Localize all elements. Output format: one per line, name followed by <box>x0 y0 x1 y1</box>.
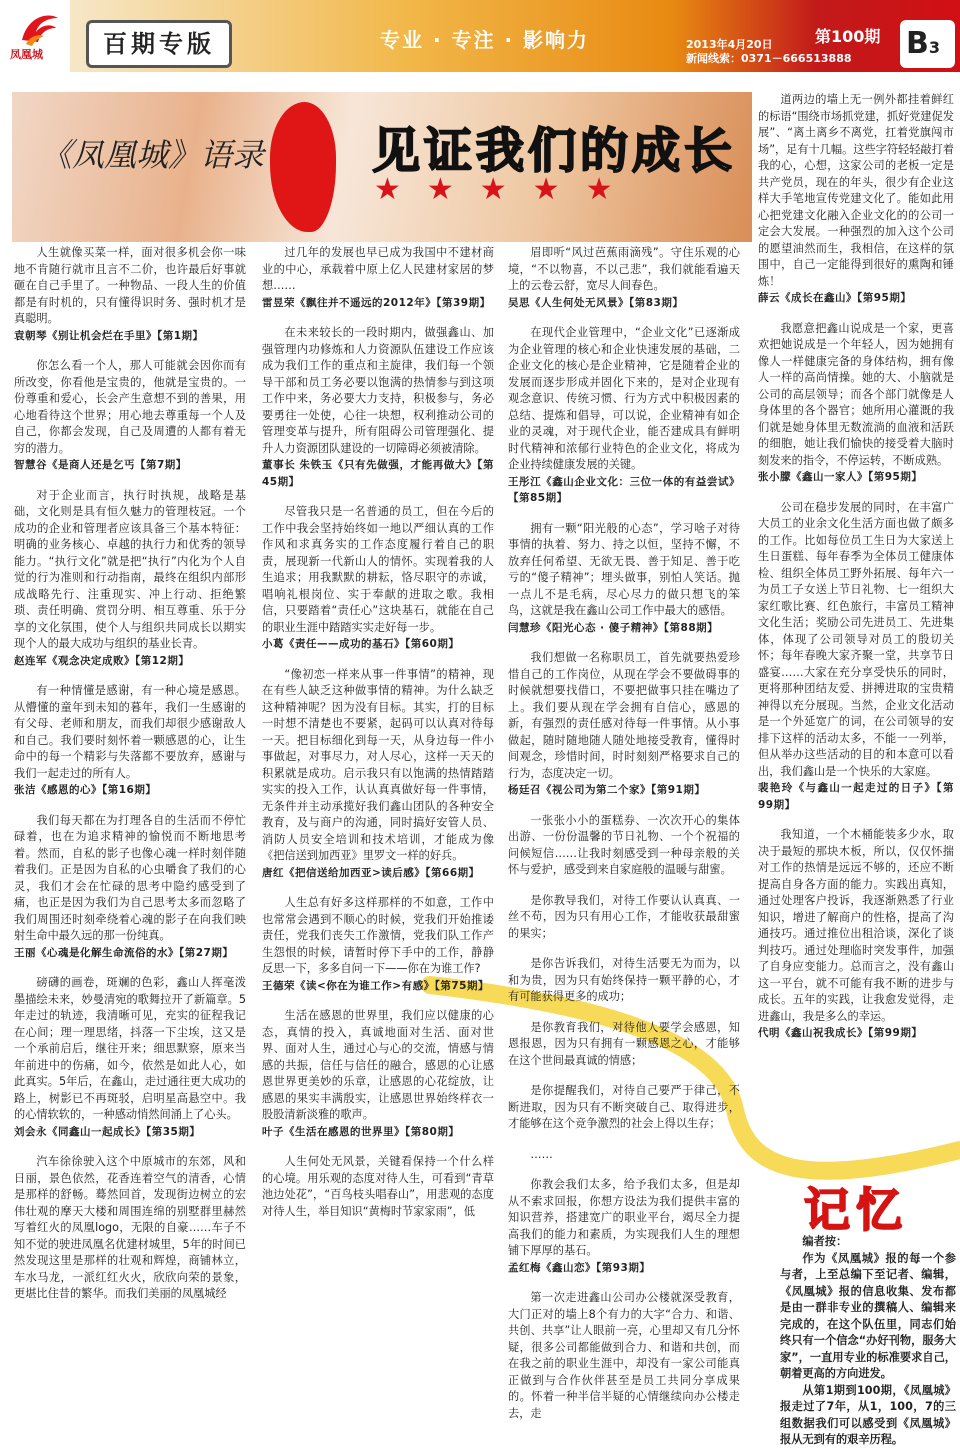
article-source: 代明《鑫山祝我成长》【第99期】 <box>758 1027 923 1039</box>
article-paragraph: 有一种情懂是感谢，有一种心境是感恩。从懵懂的童年到未知的暮年，我们一生感谢的有父母、老师和朋友，而我们却很少感谢敌人和自己。我们要时刻怀着一颗感恩的心，让生命中的每一个精彩与失落都不要放弃，感谢与我们一起走过的所有人。 <box>14 684 246 780</box>
paragraph-gap <box>508 1006 740 1020</box>
red-blob-decoration <box>270 102 336 232</box>
memory-title: 记忆 <box>804 1183 908 1237</box>
paragraph-gap <box>262 1220 494 1234</box>
article-source: 雷昱荣《飘往并不遥远的2012年》【第39期】 <box>262 296 491 309</box>
article-source: 孟红梅《鑫山恋》【第93期】 <box>508 1261 651 1274</box>
editor-note <box>780 1234 956 1449</box>
editor-note-label: 编者按： <box>802 1235 848 1248</box>
column-2 <box>262 245 494 1234</box>
article-paragraph: 人生总有好多这样那样的不如意，工作中也常常会遇到不顺心的时候，党我们开始推诿责任，党我们丧失工作激情，党我们队工作产生怨恨的时候，请暂时停下手中的工作，静静反思一下，多多自问一下——你在为谁工作? <box>262 896 494 975</box>
page-number <box>900 20 955 68</box>
article-source: 闫慧珍《阳光心态 · 傻子精神》【第88期】 <box>508 621 719 634</box>
slogan: 专业 · 专注 · 影响力 <box>380 28 590 52</box>
paragraph-gap <box>508 1422 740 1436</box>
article-paragraph: 拥有一颗“阳光般的心态”，学习啥子对待事情的执着、努力、持之以恒，坚持不懈，不放弃任何希望、无欲无畏、善于知足、善于吃亏的“傻子精神”；埋头做事，别怕人笑话。抛一点儿不是毛病，尽心尽力的做只想飞的笨鸟，这就是我在鑫山公司工作中最大的感悟。 <box>508 521 740 617</box>
article-source: 王德荣《读<你在为谁工作>有感》【第75期】 <box>262 979 489 992</box>
page-letter: B <box>906 26 929 61</box>
article-source: 王丽《心魂是化解生命流俗的水》【第27期】 <box>14 946 234 959</box>
article-paragraph: 道两边的墙上无一例外都挂着鲜红的标语“围绕市场抓党建，抓好党建促发展”、“离土离乡不离党，扛着党旗闯市场”，足有十几幅。这些字符轻轻敲打着我的心，心想，这家公司的老板一定是共产党员，现在的年头，很少有企业这样大手笔地宣传党建文化了。能如此用心把党建文化融入企业文化的的公司一定会大发展。一种强烈的加入这个公司的愿望油然而生，我相信，在这样的氛围中，自己一定能得到很好的熏陶和锤炼！ <box>758 93 954 288</box>
column-3 <box>508 245 740 1436</box>
column-4 <box>758 92 954 1056</box>
paragraph-gap <box>508 1163 740 1177</box>
paragraph-gap <box>14 1303 246 1317</box>
article-paragraph: 你怎么看一个人，那人可能就会因你而有所改变，你看他是宝贵的，他就是宝贵的。一份尊重和爱心，长会产生意想不到的善果，用心地看待这个世界；用心地去尊重每一个人及自己，你都会发现，自己及周遭的人都有着无穷的潜力。 <box>14 359 246 455</box>
article-paragraph: 对于企业而言，执行时执规，战略是基础，文化则是具有恒久魅力的管理枝冠。一个成功的企业和管理者应该具备三个基本特征：明确的业务核心、卓越的执行力和优秀的领导能力。“执行文化”就是把“执行”内化为个人自觉的行为准则和行动指南，最终在组织内部形成战略先行、注重现实、冲上行动、拒绝繁琐、责任明确、赏罚分明、相互尊重、乐于分享的文化氛围，使个人与组织共同成长以期实现个人的最大成功与组织的基业长青。 <box>14 488 246 650</box>
article-source: 董事长 朱铁玉《只有先做强，才能再做大》【第45期】 <box>262 459 494 488</box>
article-paragraph: 汽车徐徐驶入这个中原城市的东郊，风和日丽，景色依然，花香连着空气的清香，心情是那样的舒畅。蓦然回首，发现街边树立的宏伟壮观的摩天大楼和周围连绵的别墅群里赫然写着红火的凤凰logo，无限的自豪……车子不知不觉的驶进凤凰名优建材城里，5年的时间已然发现这里是那样的壮观和辉煌，商铺林立，车水马龙，一派红红火火，欣欣向荣的景象，更堪比住昔的繁华。而我们美丽的凤凰城经 <box>14 1155 246 1300</box>
paragraph-gap <box>508 879 740 893</box>
article-source: 薛云《成长在鑫山》【第95期】 <box>758 292 912 304</box>
banner-title: 《凤凰城》语录 <box>40 136 265 174</box>
article-paragraph: 眉即听“风过芭蕉雨滴残”。守住乐观的心境，“不以物喜，不以己悲”，我们就能看遍天上的云卷云舒，宽尽人间春色。 <box>508 246 740 292</box>
article-source: 赵连军《观念决定成败》【第12期】 <box>14 654 190 667</box>
article-paragraph: 是你教导我们，对待工作要认认真真、一丝不苟，因为只有用心工作，才能收获最甜蜜的果实； <box>508 893 740 940</box>
issue-number: 第100期 <box>815 27 881 46</box>
article-paragraph: 尽管我只是一名普通的员工，但在今后的工作中我会坚持始终如一地以严细认真的工作作风和求真务实的工作态度履行着自己的职责，展现新一代新山人的情怀。实现着我的人生追求；用我默默的耕耘，恪尽职守的赤诚，唱响礼根岗位、实于奉献的进取之歌。我相信，只要踏着“责任心”这块基石，就能在自己的职业生涯中踏踏实实走好每一步。 <box>262 505 494 634</box>
article-paragraph: 是你教育我们，对待他人要学会感恩，知恩报恩，因为只有拥有一颗感恩之心，才能够在这个世间最真诚的情感； <box>508 1020 740 1067</box>
article-paragraph: 人生就像买菜一样，面对很多机会你一味地不肯随行就市且言不二价，也许最后好事就砸在自己手里了。一种物品、一段人生的价值都是有时机的，只有懂得识时务、强时机才是真聪明。 <box>14 246 246 325</box>
article-paragraph: 一张张小小的蛋糕券、一次次开心的集体出游、一份份温馨的节日礼物、一个个祝福的问候短信……让我时刻感受到一种母亲般的关怀与爱护，感受到来自家庭般的温暖与甜蜜。 <box>508 813 740 876</box>
article-paragraph: 你教会我们太多，给予我们太多，但是却从不索求回报，你想方设法为我们提供丰富的知识营养，搭建宽广的职业平台，竭尽全力提高我们的能力和素质，为实现我们人生的理想铺下厚厚的基石。 <box>508 1178 740 1257</box>
section-banner <box>12 92 752 242</box>
article-paragraph: 公司在稳步发展的同时，在丰富广大员工的业余文化生活方面也做了颇多的工作。比如每位员工生日为大家送上生日蛋糕、每年春季为全体员工健康体检、组织全体员工野外拓展、每年六一为员工子女送上节日礼物、七一组织大家红歌比赛、红色旅行，丰富员工精神文化生活；奖励公司先进员工、先进集体，体现了公司领导对员工的殷切关怀；每年春晚大家齐聚一堂，共享节日盛宴……大家在充分享受快乐的同时，更将那种团结友爱、拼搏进取的宝贵精神得以充分展现。当然，企业文化活动是一个外延宽广的词，在公司领导的安排下这样的活动太多，不能一一列举，但从举办这些活动的目的和本意可以看出，我们鑫山是一个快乐的大家庭。 <box>758 500 954 778</box>
paragraph-gap <box>508 1069 740 1083</box>
article-paragraph: 我知道，一个木桶能装多少水，取决于最短的那块木板，所以，仅仅怀揣对工作的热情是远远不够的，还应不断提高自身各方面的能力。实践出真知，通过处理客户投诉，我逐渐熟悉了行业知识，增进了解商户的性格，提高了沟通技巧。通过推位出租洽谈，深化了谈判技巧。通过处理临时突发事件，加强了自身应变能力。总而言之，没有鑫山这一平台，就不可能有我不断的进步与成长。五年的实践，让我愈发觉得，走进鑫山，我是多么的幸运。 <box>758 828 954 1023</box>
paragraph-gap <box>508 1133 740 1147</box>
article-paragraph: 在现代企业管理中，“企业文化”已逐渐成为企业管理的核心和企业快速发展的基础，二企业文化的核心是企业精神，它是随着企业的发展而逐步形成并固化下来的，是对企业现有观念意识、传统习惯、行为方式中积极因素的总结、提炼和倡导，可以说，企业精神有如企业的灵魂，对于现代企业，能否建成具有鲜明时代精神和浓郁行业特色的企业文化，将成为企业持续健康发展的关键。 <box>508 326 740 471</box>
article-source: 叶子《生活在感恩的世界里》【第80期】 <box>262 1125 460 1138</box>
article-source: 张小朦《鑫山一家人》【第95期】 <box>758 471 923 483</box>
article-paragraph: 是你提醒我们，对待自己要严于律己，不断进取，因为只有不断突破自己、取得进步，才能够在这个竞争激烈的社会上得以生存； <box>508 1084 740 1130</box>
edition-label: 百期专版 <box>86 20 232 68</box>
editor-note-paragraph: 从第1期到100期，《凤凰城》报走过了7年，从1，100，7的三组数据我们可以感受到《凤凰城》报从无到有的艰辛历程。 <box>780 1383 956 1446</box>
article-paragraph: 生活在感恩的世界里，我们应以健康的心态，真情的投入，真诚地面对生活、面对世界、面对人生，通过心与心的交流，情感与情感的共振，信任与信任的融合，感恩的心让感恩世界更美妙的乐章，让感恩的心花绽放，让感恩的果实丰满殷实，让感恩世界始终样衣一股股清新淡雅的歌声。 <box>262 1009 494 1121</box>
issue-date: 2013年4月20日 <box>686 38 773 51</box>
article-paragraph: “像初恋一样来从事一件事情”的精神，现在有些人缺乏这种做事情的精神。为什么缺乏这种精神呢？因为没有目标。其实，打的目标一时想不清楚也不要紧，起码可以认真对待每一天。把目标细化到每一天，从身边每一件小事做起，对事尽力，对人尽心，这样一天天的积累就是成功。启示我只有以饱满的热情踏踏实实的投入工作，认认真真做好每一件事情，无条件并主动承揽好我们鑫山团队的各种安全教育，及与商户的沟通，同时搞好安管人员、消防人员安全培训和技术培训，才能成为像《把信送到加西亚》里罗文一样的好兵。 <box>262 667 494 862</box>
memory-box <box>780 1168 956 1446</box>
article-paragraph: 我们每天都在为打理各自的生活而不停忙碌着，也在为追求精神的愉悦而不断地思考着。然而，自私的影子也像心魂一样时刻伴随着我们。正是因为自私的心虫嚼食了我们的心灵，我们才会在忙碌的思考中隐约感受到了痛，也正是因为我们为自己思考太多而忽略了我们周围还时刻牵绕着心魂的影子在向我们映射生命中最久远的那一份纯真。 <box>14 813 246 942</box>
article-paragraph: 是你告诉我们，对待生活要无为而为，以和为贵，因为只有始终保持一颗平静的心，才有可能获得更多的成功； <box>508 957 740 1003</box>
article-source: 智慧谷《是商人还是乞丐【第7期】 <box>14 459 187 471</box>
column-1 <box>14 245 246 1317</box>
editor-note-paragraph: 作为《凤凰城》报的每一个参与者，上至总编下至记者、编辑，《凤凰城》报的信息收集、发布都是由一群非专业的撰稿人、编辑来完成的，在这个队伍里，同志们始终只有一个信念“办好刊物，服务大家”，一直用专业的标准要求自己，朝着更高的方向进发。 <box>780 1251 956 1380</box>
article-source: 王彤江《鑫山企业文化：三位一体的有益尝试》【第85期】 <box>508 475 740 504</box>
article-paragraph: 磅礴的画卷，斑斓的色彩，鑫山人挥毫泼墨描绘未来，妙曼清宛的歌舞拉开了新篇章。5年走过的轨迹，我清晰可见，充实的征程我记在心间；理一理思绪，抖落一下尘埃，这又是一个承前启后，继往开来；细思默察，原来当年前进中的伤痛，如今，依然是如此人心，如此真实。5年后，在鑫山，走过通往更大成功的路上，树影已不再斑驳，启明星高悬空中。我的心情软软的，一种感动悄然间涌上了心头。 <box>14 976 246 1121</box>
article-paragraph: 人生何处无风景，关键看保持一个什么样的心境。用乐观的态度对待人生，可看到“青草池边处花”，“百鸟枝头唱春山”，用悲观的态度对待人生，举目知识“黄梅时节家家雨”，低 <box>262 1155 494 1218</box>
article-paragraph: 过几年的发展也早已成为我国中不建材商业的中心，承载着中原上亿人民建材家居的梦想…… <box>262 246 494 292</box>
news-hotline: 新闻线索：0371－666513888 <box>686 52 852 65</box>
article-paragraph: 第一次走进鑫山公司办公楼就深受教育，大门正对的墙上8个有力的大字“合力、和谐、共创、共享”让人眼前一亮，心里却又有几分怀疑，很多公司都能做到合力、和谐和共创，而在我之前的职业生涯中，却没有一家公司能真正做到与合作伙伴甚至是员工共同分享成果的。怀着一种半信半疑的心情继续向办公楼走去，走 <box>508 1291 740 1420</box>
logo-text: 凤凰城 <box>10 48 43 61</box>
article-paragraph: …… <box>530 1147 553 1161</box>
article-source: 小葛《责任——成功的基石》【第60期】 <box>262 638 460 650</box>
star-row: ★★★★★ <box>374 172 639 207</box>
article-paragraph: 我愿意把鑫山说成是一个家，更喜欢把她说成是一个年轻人，因为她拥有像人一样健康完备的身体结构，拥有像人一样的高尚情操。她的大、小脑就是公司的高层领导；而各个部门就像是人身体里的各个器官；她所用心灌溉的我们就是她身体里无数流淌的血液和活跃的细胞，她让我们愉快的接受着大脑时刻发来的指令，不停运转，不断成熟。 <box>758 321 954 467</box>
article-source: 吴思《人生何处无风景》【第83期】 <box>508 296 684 309</box>
article-source: 裴艳玲《与鑫山一起走过的日子》【第99期】 <box>758 782 954 811</box>
article-source: 唐红《把信送给加西亚>读后感》【第66期】 <box>262 866 480 879</box>
article-source: 袁朝琴《别让机会烂在手里》【第1期】 <box>14 329 204 342</box>
article-paragraph: 我们想做一名称职员工，首先就要热爱珍惜自己的工作岗位，从现在学会不要做碍事的时候就想要找借口，不要把做事只挂在嘴边了上。我们要从现在学会拥有自信心，感恩的新，有强烈的责任感对待每一件事情。从小事做起，随时随地随人随处地接受教育，懂得时间观念，珍惜时间，时时刻刻严格要求自己的行为，态度决定一切。 <box>508 651 740 780</box>
article-source: 刘会永《同鑫山一起成长》【第35期】 <box>14 1125 201 1138</box>
article-source: 张洁《感恩的心》【第16期】 <box>14 784 157 796</box>
page-num: 3 <box>928 38 941 57</box>
masthead <box>0 0 960 72</box>
banner-headline: 见证我们的成长 <box>372 123 737 179</box>
article-paragraph: 在未来较长的一段时期内，做强鑫山、加强管理内功修炼和人力资源队伍建设工作应该成为我们工作的重点和主旋律，我们每一个领导干部和员工务必要以饱满的热情参与到这项工作中来，务必要大力支持，积极参与，务必要勇往一处使，心往一块想，权利推动公司的管理变革与提升，所有阻碍公司管理强化、提升人力资源团队建设的一切障碍必须被清除。 <box>262 326 494 455</box>
paragraph-gap <box>508 942 740 956</box>
article-source: 杨廷召《视公司为第二个家》【第91期】 <box>508 784 706 796</box>
